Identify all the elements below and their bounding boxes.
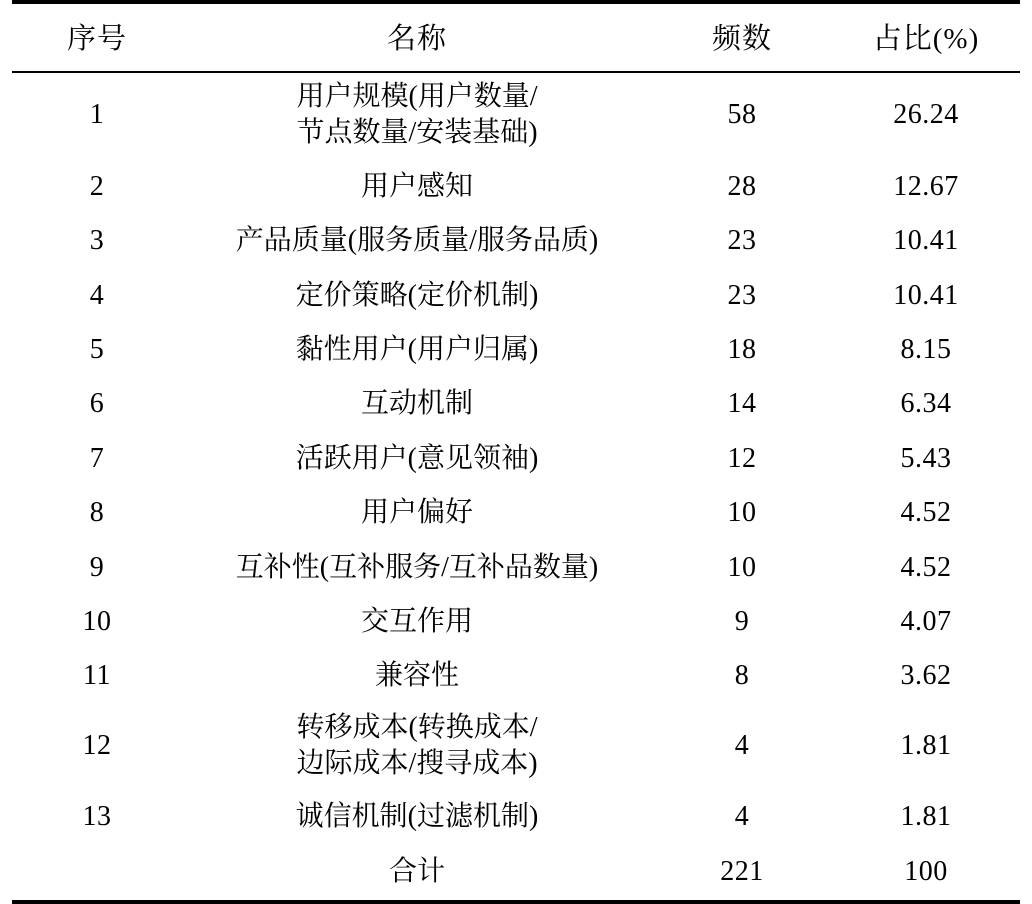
cell-total-freq: 221 xyxy=(652,845,832,902)
cell-seq: 6 xyxy=(89,388,105,420)
table-row xyxy=(12,323,1020,377)
cell-ratio: 26.24 xyxy=(893,99,959,131)
cell-name: 互补性(互补服务/互补品数量) xyxy=(235,551,599,583)
table-row xyxy=(12,160,1020,214)
column-header-seq: 序号 xyxy=(12,2,182,72)
cell-ratio: 10.41 xyxy=(893,279,959,311)
table-row xyxy=(12,790,1020,844)
column-header-ratio: 占比(%) xyxy=(832,2,1020,72)
cell-ratio: 12.67 xyxy=(893,170,959,202)
cell-freq: 18 xyxy=(727,333,757,365)
cell-name: 兼容性 xyxy=(374,660,459,692)
cell-name-line: 转移成本(转换成本/ xyxy=(296,711,538,743)
cell-ratio: 10.41 xyxy=(893,225,959,257)
table-row xyxy=(12,649,1020,703)
cell-name: 诚信机制(过滤机制) xyxy=(295,801,539,833)
cell-seq: 3 xyxy=(89,225,105,257)
cell-name: 产品质量(服务质量/服务品质) xyxy=(235,225,599,257)
table-body xyxy=(12,72,1020,902)
table-row xyxy=(12,432,1020,486)
table-row xyxy=(12,541,1020,595)
cell-name: 用户偏好 xyxy=(360,497,473,529)
cell-name xyxy=(182,704,652,791)
cell-name: 黏性用户(用户归属) xyxy=(295,333,539,365)
table-header xyxy=(12,2,1020,72)
table-total-row xyxy=(12,845,1020,902)
cell-name-line: 边际成本/搜寻成本) xyxy=(296,748,538,780)
table-row xyxy=(12,595,1020,649)
cell-freq: 23 xyxy=(727,225,757,257)
cell-name: 互动机制 xyxy=(360,388,473,420)
cell-name: 活跃用户(意见领袖) xyxy=(295,442,539,474)
cell-freq: 14 xyxy=(727,388,757,420)
table-row xyxy=(12,269,1020,323)
cell-ratio: 1.81 xyxy=(900,729,952,761)
cell-seq: 2 xyxy=(89,170,105,202)
cell-ratio: 1.81 xyxy=(900,801,952,833)
cell-seq: 4 xyxy=(89,279,105,311)
cell-name: 定价策略(定价机制) xyxy=(295,279,539,311)
table-row xyxy=(12,486,1020,540)
cell-freq: 9 xyxy=(734,605,750,637)
cell-ratio: 8.15 xyxy=(900,333,952,365)
cell-seq: 5 xyxy=(89,333,105,365)
cell-name-line: 用户规模(用户数量/ xyxy=(296,81,538,112)
cell-seq: 9 xyxy=(89,551,105,583)
cell-ratio: 5.43 xyxy=(900,442,952,474)
cell-ratio: 4.52 xyxy=(900,551,952,583)
cell-freq: 4 xyxy=(734,729,750,761)
cell-ratio: 4.52 xyxy=(900,497,952,529)
column-header-freq: 频数 xyxy=(652,2,832,72)
cell-name: 交互作用 xyxy=(360,605,473,637)
cell-seq xyxy=(12,845,182,902)
cell-freq: 10 xyxy=(727,551,757,583)
cell-seq: 13 xyxy=(82,801,112,833)
cell-seq: 8 xyxy=(89,497,105,529)
column-header-name: 名称 xyxy=(182,2,652,72)
cell-freq: 10 xyxy=(727,497,757,529)
cell-name xyxy=(182,72,652,160)
cell-freq: 28 xyxy=(727,170,757,202)
table-row xyxy=(12,214,1020,268)
cell-seq: 10 xyxy=(82,605,112,637)
frequency-table xyxy=(12,0,1020,904)
cell-freq: 58 xyxy=(727,99,757,131)
cell-freq: 23 xyxy=(727,279,757,311)
cell-seq: 11 xyxy=(83,660,111,692)
cell-ratio: 3.62 xyxy=(900,660,952,692)
cell-name-line: 节点数量/安装基础) xyxy=(296,117,538,149)
cell-total-ratio: 100 xyxy=(832,845,1020,902)
table-row xyxy=(12,377,1020,431)
cell-ratio: 4.07 xyxy=(900,605,952,637)
cell-ratio: 6.34 xyxy=(900,388,952,420)
cell-seq: 12 xyxy=(82,729,112,761)
cell-name: 用户感知 xyxy=(360,170,473,202)
cell-freq: 4 xyxy=(734,801,750,833)
cell-total-label: 合计 xyxy=(182,845,652,902)
cell-seq: 7 xyxy=(89,442,105,474)
cell-seq: 1 xyxy=(89,99,105,131)
cell-freq: 8 xyxy=(734,660,750,692)
table-row xyxy=(12,704,1020,791)
cell-freq: 12 xyxy=(727,442,757,474)
table-row xyxy=(12,72,1020,160)
